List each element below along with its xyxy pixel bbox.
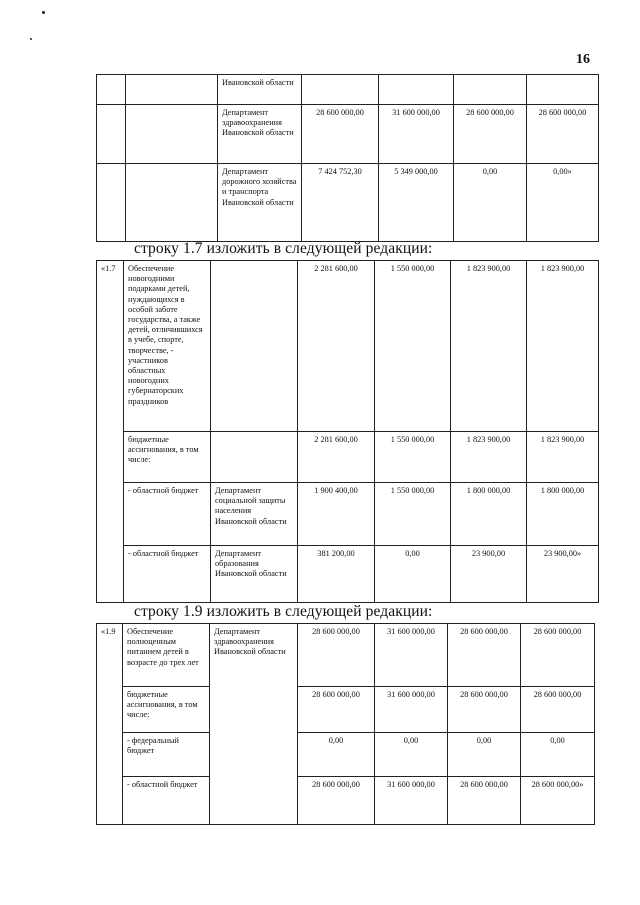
value-cell: 28 600 000,00»: [521, 777, 595, 825]
value-cell: 0,00: [375, 733, 448, 777]
executor-cell: Департамент социальной защиты населения Ивановской области: [211, 483, 298, 546]
scan-speck: [42, 11, 45, 14]
value-cell: 7 424 752,30: [302, 164, 379, 242]
row-code: «1.7: [97, 261, 124, 603]
table-row: [97, 261, 599, 432]
name-cell: - федеральный бюджет: [123, 733, 210, 777]
table-row: [97, 75, 599, 105]
value-cell: 0,00: [298, 733, 375, 777]
value-cell: 5 349 000,00: [379, 164, 454, 242]
value-cell: 2 281 600,00: [298, 432, 375, 483]
executor-cell: Департамент дорожного хозяйства и транспорта Ивановской области: [218, 164, 302, 242]
value-cell: 28 600 000,00: [448, 777, 521, 825]
code-cell: [97, 164, 126, 242]
name-cell: [126, 105, 218, 164]
amendment-heading-1-7: строку 1.7 изложить в следующей редакции:: [134, 240, 433, 257]
name-cell: - областной бюджет: [124, 483, 211, 546]
name-cell: бюджетные ассигнования, в том числе:: [124, 432, 211, 483]
executor-cell: Департамент здравоохранения Ивановской области: [218, 105, 302, 164]
value-cell: 0,00: [448, 733, 521, 777]
value-cell: 28 600 000,00: [302, 105, 379, 164]
value-cell: 28 600 000,00: [454, 105, 527, 164]
table-row: [97, 687, 595, 733]
value-cell: 31 600 000,00: [375, 687, 448, 733]
table-row: [97, 624, 595, 687]
value-cell: 1 550 000,00: [375, 261, 451, 432]
value-cell: 28 600 000,00: [521, 624, 595, 687]
executor-cell: Департамент здравоохранения Ивановской области: [210, 624, 298, 825]
continuation-table: [96, 74, 599, 242]
name-cell: - областной бюджет: [124, 546, 211, 603]
executor-cell: Департамент образования Ивановской области: [211, 546, 298, 603]
value-cell: 1 900 400,00: [298, 483, 375, 546]
value-cell: 0,00: [375, 546, 451, 603]
value-cell: 23 900,00»: [527, 546, 599, 603]
value-cell: [527, 75, 599, 105]
value-cell: 2 281 600,00: [298, 261, 375, 432]
name-cell: бюджетные ассигнования, в том числе:: [123, 687, 210, 733]
value-cell: 1 823 900,00: [527, 261, 599, 432]
value-cell: 1 550 000,00: [375, 432, 451, 483]
value-cell: 28 600 000,00: [448, 624, 521, 687]
value-cell: 1 823 900,00: [451, 432, 527, 483]
value-cell: 28 600 000,00: [298, 777, 375, 825]
value-cell: 1 800 000,00: [451, 483, 527, 546]
value-cell: 28 600 000,00: [298, 624, 375, 687]
value-cell: 1 550 000,00: [375, 483, 451, 546]
value-cell: 0,00: [521, 733, 595, 777]
value-cell: 31 600 000,00: [379, 105, 454, 164]
table-row-1-7: [96, 260, 599, 603]
amendment-heading-1-9: строку 1.9 изложить в следующей редакции:: [134, 603, 433, 620]
table-row: [97, 483, 599, 546]
table-row: [97, 733, 595, 777]
value-cell: 28 600 000,00: [298, 687, 375, 733]
value-cell: 1 800 000,00: [527, 483, 599, 546]
code-cell: [97, 75, 126, 105]
value-cell: 31 600 000,00: [375, 777, 448, 825]
page-number: 16: [576, 52, 590, 67]
value-cell: [454, 75, 527, 105]
value-cell: 0,00»: [527, 164, 599, 242]
table-row: [97, 164, 599, 242]
row-code: «1.9: [97, 624, 123, 825]
table-row: [97, 546, 599, 603]
table-row: [97, 105, 599, 164]
value-cell: 28 600 000,00: [448, 687, 521, 733]
name-cell: - областной бюджет: [123, 777, 210, 825]
table-row-1-9: [96, 623, 595, 825]
value-cell: [302, 75, 379, 105]
executor-cell: Ивановской области: [218, 75, 302, 105]
scan-speck: [30, 38, 32, 40]
value-cell: 28 600 000,00: [521, 687, 595, 733]
code-cell: [97, 105, 126, 164]
value-cell: 28 600 000,00: [527, 105, 599, 164]
name-cell: Обеспечение полноценным питанием детей в возрасте до трех лет: [123, 624, 210, 687]
value-cell: 381 200,00: [298, 546, 375, 603]
table-row: [97, 432, 599, 483]
value-cell: 1 823 900,00: [451, 261, 527, 432]
value-cell: 1 823 900,00: [527, 432, 599, 483]
executor-cell: [211, 432, 298, 483]
name-cell: [126, 75, 218, 105]
value-cell: 23 900,00: [451, 546, 527, 603]
value-cell: 0,00: [454, 164, 527, 242]
table-row: [97, 777, 595, 825]
value-cell: 31 600 000,00: [375, 624, 448, 687]
value-cell: [379, 75, 454, 105]
name-cell: [126, 164, 218, 242]
name-cell: Обеспечение новогодними подарками детей, нуждающихся в особой заботе государства, а также детей, отличившихся в учебе, спорте, творчестве, - участников областных новогодних губернаторских праздников: [124, 261, 211, 432]
executor-cell: [211, 261, 298, 432]
